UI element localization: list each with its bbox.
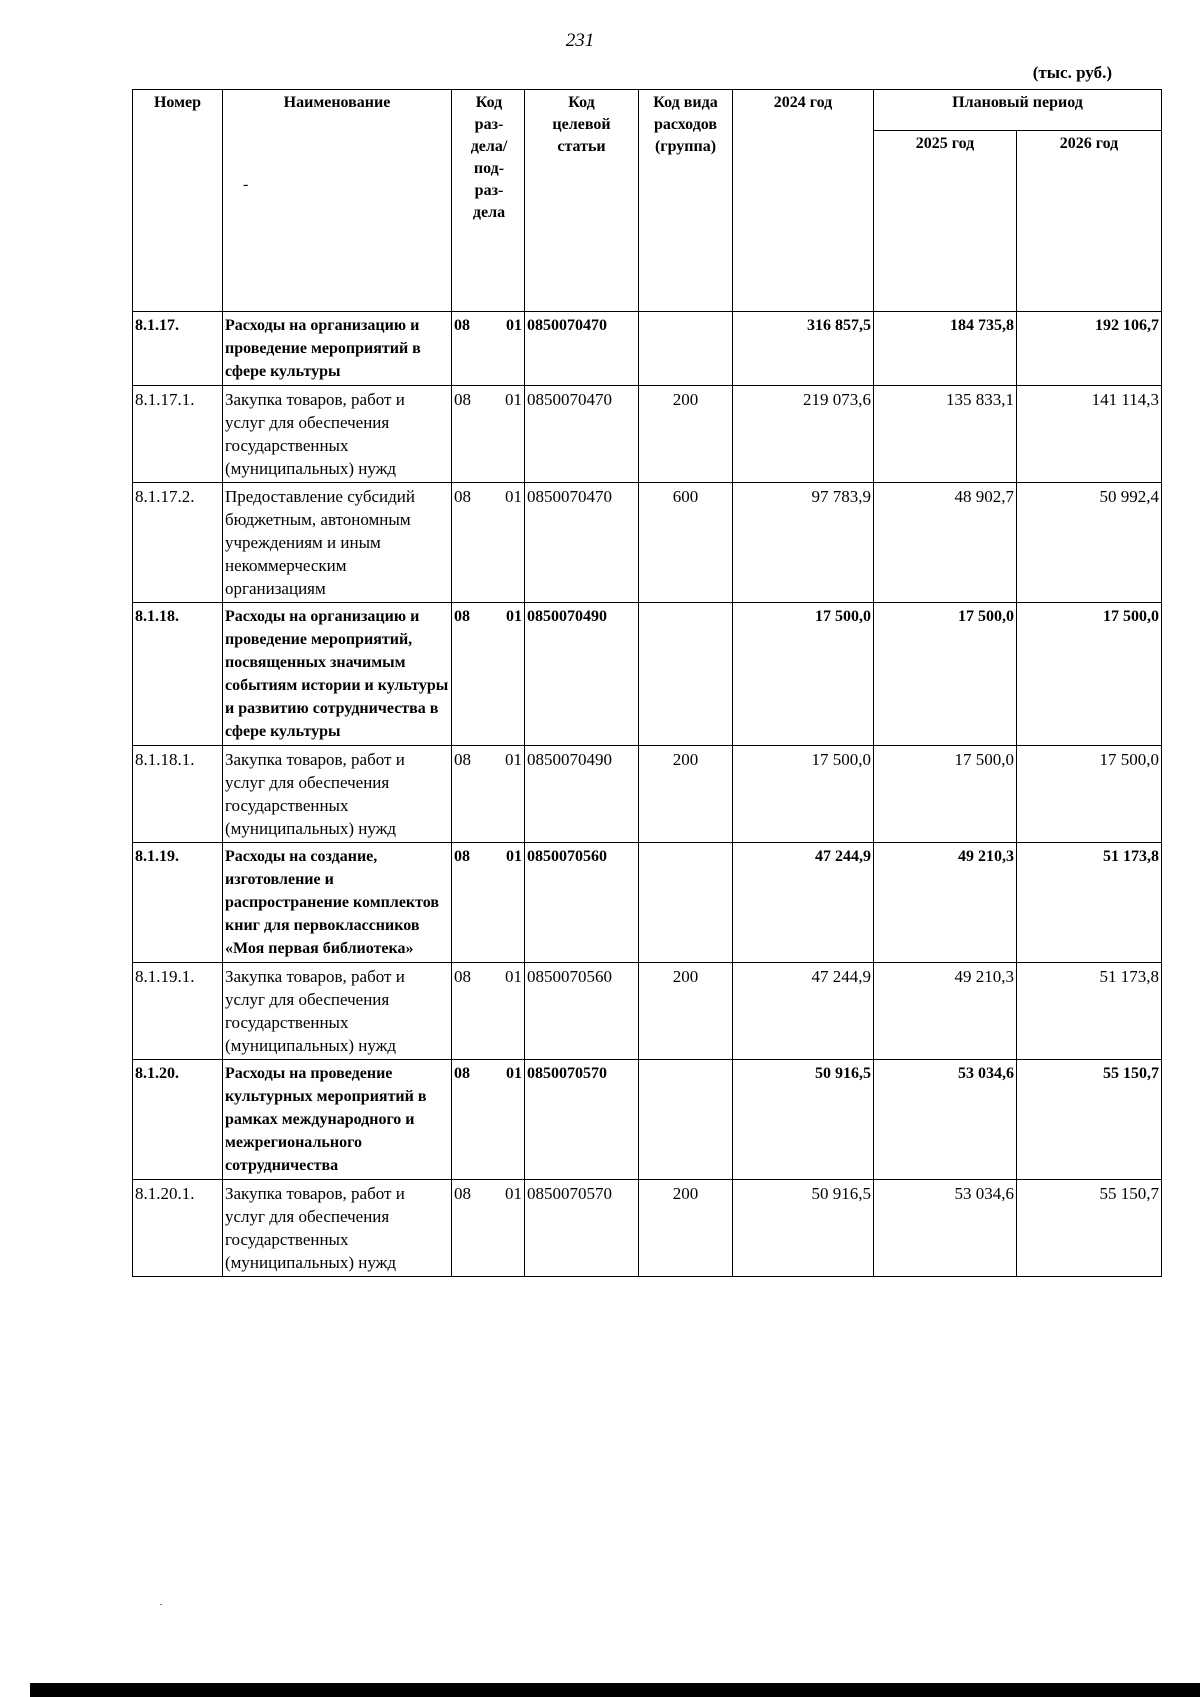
row-section: [452, 1180, 525, 1277]
subsection-code: 01: [505, 967, 522, 986]
table-row: [133, 1180, 1162, 1277]
row-expense-type: [639, 603, 733, 746]
row-2024: [733, 746, 874, 843]
header-number: Номер: [133, 90, 223, 312]
row-number-text: 8.1.17.: [135, 317, 179, 334]
header-expense-type: Код вида расходов (группа): [639, 90, 733, 312]
subsection-code: 01: [506, 608, 522, 625]
row-2025: [874, 483, 1017, 603]
row-number-text: 8.1.20.1.: [135, 1184, 195, 1203]
row-target-code: [525, 746, 639, 843]
table-row: [133, 386, 1162, 483]
row-number: [133, 1180, 223, 1277]
value-2024: 50 916,5: [815, 1065, 871, 1082]
row-expense-type: [639, 386, 733, 483]
row-expense-type: [639, 746, 733, 843]
section-code-wrap: [454, 845, 522, 868]
row-expense-type: [639, 483, 733, 603]
row-number: [133, 1060, 223, 1180]
expense-type-code: 200: [672, 390, 699, 409]
row-2024: [733, 843, 874, 963]
row-2025: [874, 963, 1017, 1060]
section-code-wrap: [454, 1182, 522, 1205]
row-name: [223, 843, 452, 963]
row-section: [452, 603, 525, 746]
row-2026: [1017, 746, 1162, 843]
row-2026: [1017, 312, 1162, 386]
row-name-text: Закупка товаров, работ и услуг для обеспечения государственных (муниципальных) нужд: [225, 967, 405, 1055]
row-section: [452, 483, 525, 603]
row-2024: [733, 386, 874, 483]
row-2026: [1017, 603, 1162, 746]
table-row: [133, 603, 1162, 746]
row-2025: [874, 312, 1017, 386]
row-2026: [1017, 1060, 1162, 1180]
budget-table: [132, 89, 1162, 1277]
section-code: 08: [454, 487, 471, 506]
row-2025: [874, 1180, 1017, 1277]
row-number-text: 8.1.20.: [135, 1065, 179, 1082]
expense-type-code: 200: [672, 967, 699, 986]
value-2024: 50 916,5: [811, 1184, 871, 1203]
row-expense-type: [639, 1180, 733, 1277]
value-2024: 97 783,9: [811, 487, 871, 506]
section-code: 08: [454, 608, 470, 625]
subsection-code: 01: [505, 390, 522, 409]
value-2025: 17 500,0: [958, 608, 1014, 625]
value-2025: 53 034,6: [954, 1184, 1014, 1203]
row-section: [452, 1060, 525, 1180]
row-target-code: [525, 843, 639, 963]
units-label: (тыс. руб.): [1032, 63, 1112, 82]
row-2024: [733, 1180, 874, 1277]
expense-type-code: 200: [672, 750, 699, 769]
value-2026: 51 173,8: [1103, 848, 1160, 865]
header-2026: 2026 год: [1017, 131, 1162, 312]
target-code: 0850070570: [527, 1065, 607, 1082]
header-name-mark: -: [243, 176, 249, 193]
value-2024: 47 244,9: [815, 848, 871, 865]
row-name-text: Закупка товаров, работ и услуг для обеспечения государственных (муниципальных) нужд: [225, 1184, 405, 1272]
row-number: [133, 386, 223, 483]
table-row: [133, 746, 1162, 843]
row-2024: [733, 1060, 874, 1180]
row-2026: [1017, 963, 1162, 1060]
row-name-text: Закупка товаров, работ и услуг для обеспечения государственных (муниципальных) нужд: [225, 750, 405, 838]
header-row: [133, 90, 1162, 131]
target-code: 0850070490: [527, 750, 612, 769]
subsection-code: 01: [505, 487, 522, 506]
header-section-code: Код раз-дела/ под-раз-дела: [452, 90, 525, 312]
expense-type-code: 600: [672, 487, 699, 506]
row-expense-type: [639, 843, 733, 963]
section-code: 08: [454, 967, 471, 986]
row-section: [452, 746, 525, 843]
table-row: [133, 483, 1162, 603]
value-2026: 17 500,0: [1099, 750, 1160, 769]
row-section: [452, 843, 525, 963]
row-name: [223, 386, 452, 483]
target-code: 0850070470: [527, 487, 612, 506]
section-code: 08: [454, 390, 471, 409]
section-code: 08: [454, 848, 470, 865]
row-number-text: 8.1.19.: [135, 848, 179, 865]
row-2024: [733, 312, 874, 386]
section-code: 08: [454, 317, 470, 334]
value-2026: 55 150,7: [1099, 1184, 1160, 1203]
row-expense-type: [639, 963, 733, 1060]
row-2025: [874, 1060, 1017, 1180]
row-target-code: [525, 386, 639, 483]
value-2024: 316 857,5: [807, 317, 871, 334]
row-name: [223, 483, 452, 603]
table-row: [133, 1060, 1162, 1180]
subsection-code: 01: [505, 750, 522, 769]
row-target-code: [525, 1180, 639, 1277]
row-number-text: 8.1.18.1.: [135, 750, 195, 769]
row-2024: [733, 603, 874, 746]
value-2026: 50 992,4: [1099, 487, 1160, 506]
row-target-code: [525, 1060, 639, 1180]
header-2025: 2025 год: [874, 131, 1017, 312]
section-code-wrap: [454, 388, 522, 411]
target-code: 0850070490: [527, 608, 607, 625]
row-2026: [1017, 483, 1162, 603]
section-code: 08: [454, 1184, 471, 1203]
header-name: [223, 90, 452, 312]
header-2024: 2024 год: [733, 90, 874, 312]
row-number: [133, 843, 223, 963]
value-2024: 47 244,9: [811, 967, 871, 986]
row-target-code: [525, 483, 639, 603]
row-target-code: [525, 312, 639, 386]
row-2026: [1017, 843, 1162, 963]
row-expense-type: [639, 312, 733, 386]
target-code: 0850070570: [527, 1184, 612, 1203]
section-code-wrap: [454, 314, 522, 337]
target-code: 0850070560: [527, 967, 612, 986]
row-name-text: Расходы на организацию и проведение мероприятий, посвященных значимым событиям истории и культуры и развитию сотрудничества в сфере культуры: [225, 608, 449, 740]
row-name: [223, 312, 452, 386]
row-number: [133, 312, 223, 386]
row-number-text: 8.1.17.1.: [135, 390, 195, 409]
row-name: [223, 1060, 452, 1180]
row-name-text: Предоставление субсидий бюджетным, автономным учреждениям и иным некоммерческим организациям: [225, 487, 415, 598]
row-number: [133, 746, 223, 843]
section-code-wrap: [454, 605, 522, 628]
row-target-code: [525, 963, 639, 1060]
row-section: [452, 312, 525, 386]
table-row: [133, 843, 1162, 963]
target-code: 0850070470: [527, 390, 612, 409]
row-section: [452, 963, 525, 1060]
section-code-wrap: [454, 1062, 522, 1085]
expense-type-code: 200: [672, 1184, 699, 1203]
row-name: [223, 1180, 452, 1277]
table-row: [133, 963, 1162, 1060]
row-2025: [874, 386, 1017, 483]
row-number: [133, 963, 223, 1060]
row-2024: [733, 483, 874, 603]
value-2026: 17 500,0: [1103, 608, 1160, 625]
value-2024: 17 500,0: [811, 750, 871, 769]
row-name-text: Расходы на создание, изготовление и распространение комплектов книг для первоклассников «Моя первая библиотека»: [225, 848, 440, 957]
value-2026: 141 114,3: [1091, 390, 1160, 409]
target-code: 0850070560: [527, 848, 607, 865]
section-code-wrap: [454, 965, 522, 988]
row-expense-type: [639, 1060, 733, 1180]
row-2025: [874, 603, 1017, 746]
section-code: 08: [454, 750, 471, 769]
subsection-code: 01: [506, 1065, 522, 1082]
row-2025: [874, 746, 1017, 843]
row-name-text: Расходы на проведение культурных мероприятий в рамках международного и межрегионального сотрудничества: [225, 1065, 427, 1174]
page-number: 231: [565, 30, 595, 51]
scan-speck: [160, 1604, 162, 1605]
row-2026: [1017, 386, 1162, 483]
section-code-wrap: [454, 748, 522, 771]
value-2024: 219 073,6: [803, 390, 871, 409]
value-2025: 53 034,6: [958, 1065, 1014, 1082]
value-2025: 49 210,3: [958, 848, 1014, 865]
section-code-wrap: [454, 485, 522, 508]
row-2024: [733, 963, 874, 1060]
row-name-text: Закупка товаров, работ и услуг для обеспечения государственных (муниципальных) нужд: [225, 390, 405, 478]
row-number: [133, 603, 223, 746]
value-2026: 51 173,8: [1099, 967, 1160, 986]
value-2025: 184 735,8: [950, 317, 1014, 334]
row-2026: [1017, 1180, 1162, 1277]
row-number-text: 8.1.19.1.: [135, 967, 195, 986]
table-row: [133, 312, 1162, 386]
row-number-text: 8.1.17.2.: [135, 487, 195, 506]
row-name: [223, 603, 452, 746]
row-name: [223, 963, 452, 1060]
row-name: [223, 746, 452, 843]
value-2025: 135 833,1: [946, 390, 1014, 409]
value-2026: 192 106,7: [1095, 317, 1160, 334]
value-2025: 17 500,0: [954, 750, 1014, 769]
row-target-code: [525, 603, 639, 746]
row-name-text: Расходы на организацию и проведение мероприятий в сфере культуры: [225, 317, 421, 380]
header-name-label: Наименование: [283, 94, 391, 111]
value-2024: 17 500,0: [815, 608, 871, 625]
value-2025: 49 210,3: [954, 967, 1014, 986]
section-code: 08: [454, 1065, 470, 1082]
row-number: [133, 483, 223, 603]
target-code: 0850070470: [527, 317, 607, 334]
header-plan-period: Плановый период: [874, 90, 1162, 131]
value-2026: 55 150,7: [1103, 1065, 1160, 1082]
header-target-code: Код целевой статьи: [525, 90, 639, 312]
row-number-text: 8.1.18.: [135, 608, 179, 625]
value-2025: 48 902,7: [954, 487, 1014, 506]
subsection-code: 01: [506, 848, 522, 865]
row-section: [452, 386, 525, 483]
table-body: [133, 312, 1162, 1277]
row-2025: [874, 843, 1017, 963]
subsection-code: 01: [506, 317, 522, 334]
subsection-code: 01: [505, 1184, 522, 1203]
